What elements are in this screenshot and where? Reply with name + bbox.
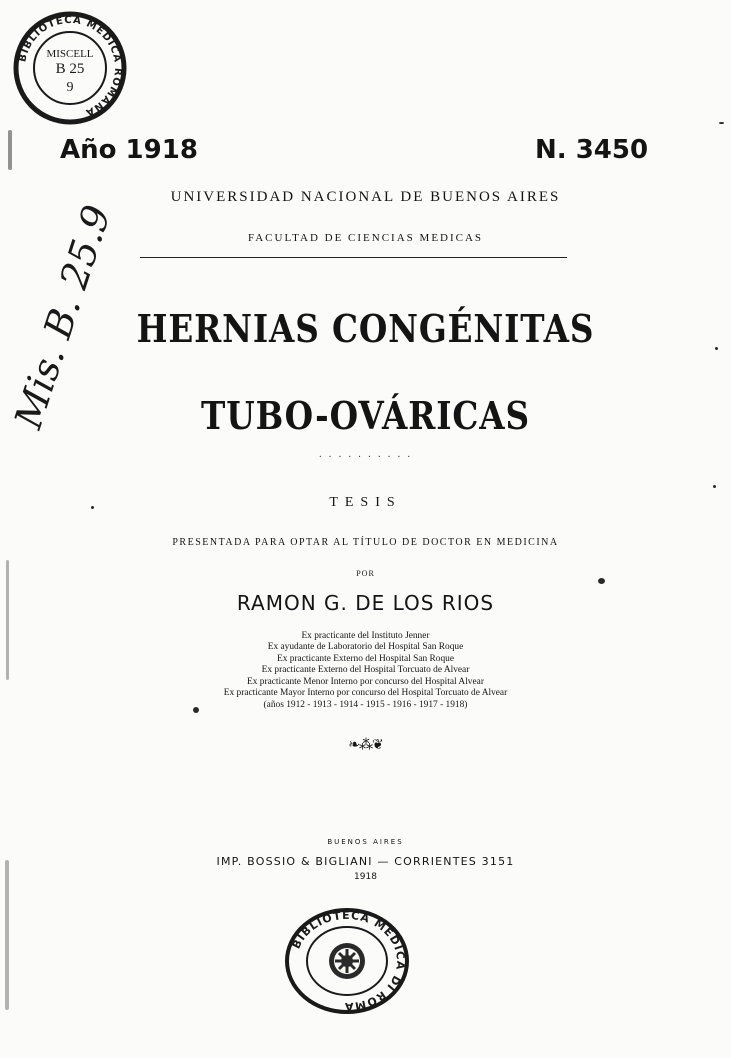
title-line-2: TUBO-OVÁRICAS [201,393,530,438]
edge-shadow [5,860,9,1010]
credential-line: Ex practicante Externo del Hospital Torcuato de Alvear [261,665,470,675]
credential-line: Ex ayudante de Laboratorio del Hospital San Roque [267,642,464,652]
stamp-line-2: B 25 [55,61,85,77]
imprint-press: IMP. BOSSIO & BIGLIANI — CORRIENTES 3151 [216,855,515,868]
by-label: POR [356,569,375,578]
ink-speck [719,122,724,124]
faculty-name: FACULTAD DE CIENCIAS MEDICAS [247,232,484,244]
stamp-line-3: 9 [66,80,74,95]
credential-line: Ex practicante Menor Interno por concurso del Hospital Alvear [247,677,484,687]
ink-speck [193,707,199,713]
ornament: ❧⁂❦ [348,738,383,753]
credential-line: Ex practicante del Instituto Jenner [301,631,430,641]
imprint-city: BUENOS AIRES [327,838,404,846]
handwritten-shelfmark: Mis. B. 25.9 [6,199,120,434]
imprint-year: 1918 [354,872,377,882]
svg-text:BIBLIOTECA MEDICA ROMANA: BIBLIOTECA MEDICA ROMANA [17,14,124,119]
thesis-number: N. 3450 [535,135,649,165]
university-name: UNIVERSIDAD NACIONAL DE BUENOS AIRES [170,189,561,205]
edge-shadow [6,560,9,680]
ink-speck [715,347,718,350]
credential-line: Ex practicante Mayor Interno por concurso del Hospital Torcuato de Alvear [223,688,508,698]
ink-speck [91,506,94,509]
header-divider [140,257,567,258]
year-label: Año 1918 [60,135,198,165]
svg-text:BIBLIOTECA MEDICA DI ROMA: BIBLIOTECA MEDICA DI ROMA [289,908,408,1014]
thesis-label: TESIS [329,495,402,510]
edge-shadow [8,130,12,170]
library-stamp-top [12,10,128,126]
library-stamp-bottom [284,907,410,1015]
stamp-line-1: MISCELL [46,48,94,60]
author-name: RAMON G. DE LOS RIOS [236,591,495,615]
ink-speck [598,578,605,584]
ink-speck [713,485,716,488]
title-divider: · · · · · · · · · · [318,452,413,463]
credential-line: Ex practicante Externo del Hospital San Roque [276,654,455,664]
credential-years: (años 1912 - 1913 - 1914 - 1915 - 1916 - 1917 - 1918) [263,700,468,710]
stamp-seal-icon [284,907,410,1015]
thesis-purpose: PRESENTADA PARA OPTAR AL TÍTULO DE DOCTOR EN MEDICINA [172,537,559,548]
title-line-1: HERNIAS CONGÉNITAS [136,306,595,351]
